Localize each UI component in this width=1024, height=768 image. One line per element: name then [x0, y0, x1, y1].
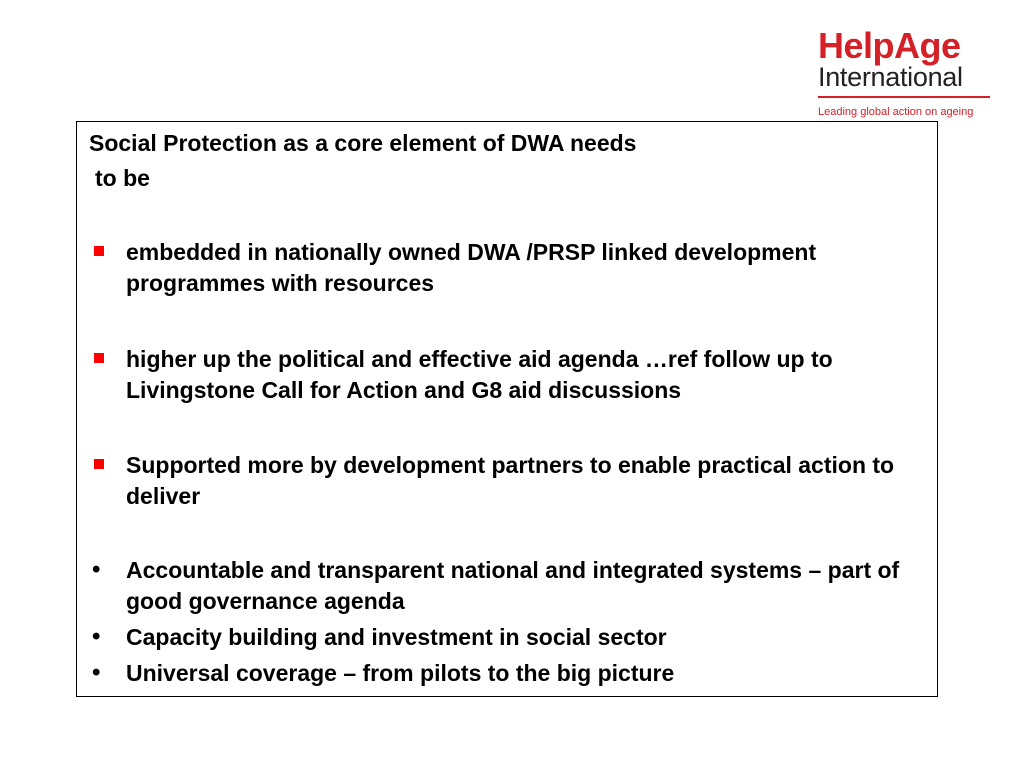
list-item-text: higher up the political and effective aid agenda …ref follow up to Livingstone Call for Action and G8 aid discussions — [126, 346, 833, 403]
list-item-text: Capacity building and investment in social sector — [126, 624, 667, 650]
square-bullet-icon — [94, 246, 104, 256]
content-box — [76, 121, 938, 697]
dot-bullet-icon: • — [92, 659, 101, 686]
square-bullet-icon — [94, 459, 104, 469]
list-item-text: embedded in nationally owned DWA /PRSP linked development programmes with resources — [126, 239, 817, 296]
square-bullet-icon — [94, 353, 104, 363]
logo-divider — [818, 96, 990, 98]
list-item-text: Accountable and transparent national and integrated systems – part of good governance agenda — [126, 557, 900, 614]
list-item-text: Supported more by development partners to enable practical action to deliver — [126, 452, 895, 509]
dot-bullet-icon: • — [92, 556, 101, 583]
list-item-text: Universal coverage – from pilots to the big picture — [126, 660, 675, 686]
slide-heading: Social Protection as a core element of DWA needs — [89, 130, 637, 156]
dot-bullet-icon: • — [92, 623, 101, 650]
slide-heading-continuation: to be — [95, 165, 150, 191]
helpage-international-logo — [816, 26, 992, 122]
logo-name-line2: International — [818, 62, 963, 92]
logo-name-line1: HelpAge — [818, 25, 961, 66]
logo-tagline: Leading global action on ageing — [818, 106, 974, 118]
